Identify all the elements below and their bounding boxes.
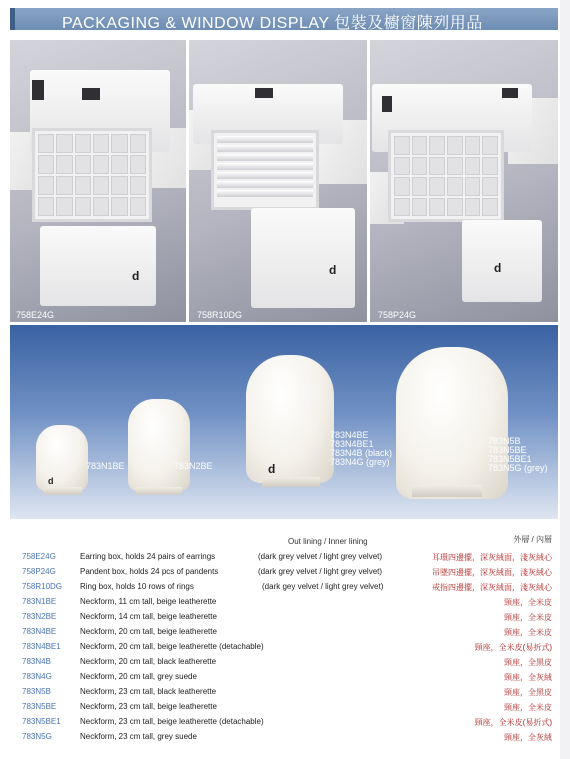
product-code: 758E24G bbox=[22, 552, 56, 561]
neckform-label: 783N4G (grey) bbox=[330, 457, 390, 467]
product-description-zh: 頸座，全米皮 bbox=[504, 628, 552, 637]
photo-earring-box bbox=[10, 40, 186, 322]
page-title: PACKAGING & WINDOW DISPLAY 包裝及櫥窗陳列用品 bbox=[62, 15, 483, 32]
table-row bbox=[0, 627, 570, 641]
pouch-bottom-flap bbox=[251, 208, 355, 308]
velcro-strip bbox=[382, 96, 392, 112]
product-code: 783N5G bbox=[22, 732, 52, 741]
neckform-n2 bbox=[128, 399, 190, 491]
product-code: 758P24G bbox=[22, 567, 56, 576]
photo-code-label: 758P24G bbox=[378, 310, 417, 320]
table-row bbox=[0, 552, 570, 566]
photo-neckforms bbox=[10, 325, 558, 519]
product-code: 758R10DG bbox=[22, 582, 63, 591]
product-description-zh: 頸座，全米皮 bbox=[504, 598, 552, 607]
ring-tray bbox=[211, 130, 319, 210]
product-code: 783N4BE1 bbox=[22, 642, 61, 651]
product-lining: (dark gey velvet / light grey velvet) bbox=[262, 582, 384, 591]
table-row bbox=[0, 582, 570, 596]
product-code: 783N5B bbox=[22, 687, 51, 696]
product-description: Neckform, 20 cm tall, black leatherette bbox=[80, 657, 217, 666]
velcro-strip bbox=[255, 88, 273, 98]
velcro-strip bbox=[82, 88, 100, 100]
product-code: 783N2BE bbox=[22, 612, 57, 621]
product-description: Neckform, 20 cm tall, beige leatherette bbox=[80, 627, 217, 636]
product-description-zh: 戒指四邊擺，深灰絨面，淺灰絨心 bbox=[432, 583, 552, 592]
table-row bbox=[0, 732, 570, 746]
neckform-label: 783N5G (grey) bbox=[488, 463, 548, 473]
brand-logo: d bbox=[132, 269, 140, 283]
table-row bbox=[0, 687, 570, 701]
product-description: Neckform, 23 cm tall, beige leatherette bbox=[80, 702, 217, 711]
brand-logo: d bbox=[329, 263, 337, 277]
photo-code-label: 758R10DG bbox=[197, 310, 243, 320]
product-description-zh: 頸座，全米皮(易折式) bbox=[474, 643, 552, 652]
neckform-label: 783N1BE bbox=[86, 461, 125, 471]
table-row bbox=[0, 702, 570, 716]
neckform-n4 bbox=[246, 355, 334, 483]
velcro-strip bbox=[32, 80, 44, 100]
table-row bbox=[0, 642, 570, 656]
product-description-zh: 頸座，全米皮 bbox=[504, 703, 552, 712]
product-lining: (dark grey velvet / light grey velvet) bbox=[258, 552, 383, 561]
brand-logo: d bbox=[48, 476, 54, 486]
product-description-zh: 耳環四邊擺，深灰絨面，淺灰絨心 bbox=[432, 553, 552, 562]
product-description-zh: 頸座，全黑皮 bbox=[504, 688, 552, 697]
product-description-zh: 頸座，全灰絨 bbox=[504, 733, 552, 742]
product-description: Neckform, 23 cm tall, grey suede bbox=[80, 732, 197, 741]
pendant-tray bbox=[388, 130, 504, 222]
product-lining: (dark grey velvet / light grey velvet) bbox=[258, 567, 383, 576]
photo-ring-box bbox=[189, 40, 367, 322]
neckform-n1 bbox=[36, 425, 88, 491]
product-description: Pandent box, holds 24 pcs of pandents bbox=[80, 567, 219, 576]
table-row bbox=[0, 657, 570, 671]
neckform-label: 783N2BE bbox=[174, 461, 213, 471]
table-row bbox=[0, 717, 570, 731]
neckform-base bbox=[44, 487, 82, 495]
photo-pendant-box bbox=[370, 40, 558, 322]
product-code: 783N5BE bbox=[22, 702, 57, 711]
product-code: 783N4B bbox=[22, 657, 51, 666]
product-description-zh: 頸座，全灰絨 bbox=[504, 673, 552, 682]
header-accent bbox=[10, 8, 15, 30]
earring-tray bbox=[32, 128, 152, 222]
product-description-zh: 頸座，全米皮 bbox=[504, 613, 552, 622]
table-row bbox=[0, 597, 570, 611]
velcro-strip bbox=[502, 88, 518, 98]
neckform-label: 783N5BE1 bbox=[488, 454, 532, 464]
pouch-bottom-flap bbox=[40, 226, 156, 306]
product-description: Neckform, 20 cm tall, beige leatherette (detachable) bbox=[80, 642, 264, 651]
product-code: 783N4BE bbox=[22, 627, 57, 636]
zh-column-header: 外層 / 內層 bbox=[513, 535, 552, 544]
neckform-label: 783N4B (black) bbox=[330, 448, 393, 458]
neckform-label: 783N4BE1 bbox=[330, 439, 374, 449]
table-row bbox=[0, 612, 570, 626]
neckform-label: 783N5BE bbox=[488, 445, 527, 455]
product-description: Neckform, 23 cm tall, beige leatherette (detachable) bbox=[80, 717, 264, 726]
product-description: Neckform, 14 cm tall, beige leatherette bbox=[80, 612, 217, 621]
table-row bbox=[0, 567, 570, 581]
product-description-zh: 頸座，全米皮(易折式) bbox=[474, 718, 552, 727]
product-description: Ring box, holds 10 rows of rings bbox=[80, 582, 194, 591]
product-description: Neckform, 11 cm tall, beige leatherette bbox=[80, 597, 217, 606]
product-code: 783N1BE bbox=[22, 597, 57, 606]
product-code: 783N5BE1 bbox=[22, 717, 61, 726]
product-description: Neckform, 23 cm tall, black leatherette bbox=[80, 687, 217, 696]
product-code: 783N4G bbox=[22, 672, 52, 681]
product-description-zh: 吊墜四邊擺，深灰絨面，淺灰絨心 bbox=[432, 568, 552, 577]
lining-column-header: Out lining / Inner lining bbox=[288, 537, 368, 546]
neckform-n5 bbox=[396, 347, 508, 499]
product-description: Earring box, holds 24 pairs of earrings bbox=[80, 552, 216, 561]
neckform-label: 783N4BE bbox=[330, 430, 369, 440]
product-description-zh: 頸座，全黑皮 bbox=[504, 658, 552, 667]
brand-logo: d bbox=[494, 261, 502, 275]
neckform-base bbox=[136, 487, 182, 495]
product-description: Neckform, 20 cm tall, grey suede bbox=[80, 672, 197, 681]
neckform-label: 783N5B bbox=[488, 436, 521, 446]
brand-logo: d bbox=[268, 462, 276, 476]
photo-code-label: 758E24G bbox=[16, 310, 55, 320]
table-row bbox=[0, 672, 570, 686]
neckform-base bbox=[262, 477, 320, 487]
pouch-bottom-flap bbox=[462, 220, 542, 302]
neckform-base bbox=[412, 485, 482, 497]
